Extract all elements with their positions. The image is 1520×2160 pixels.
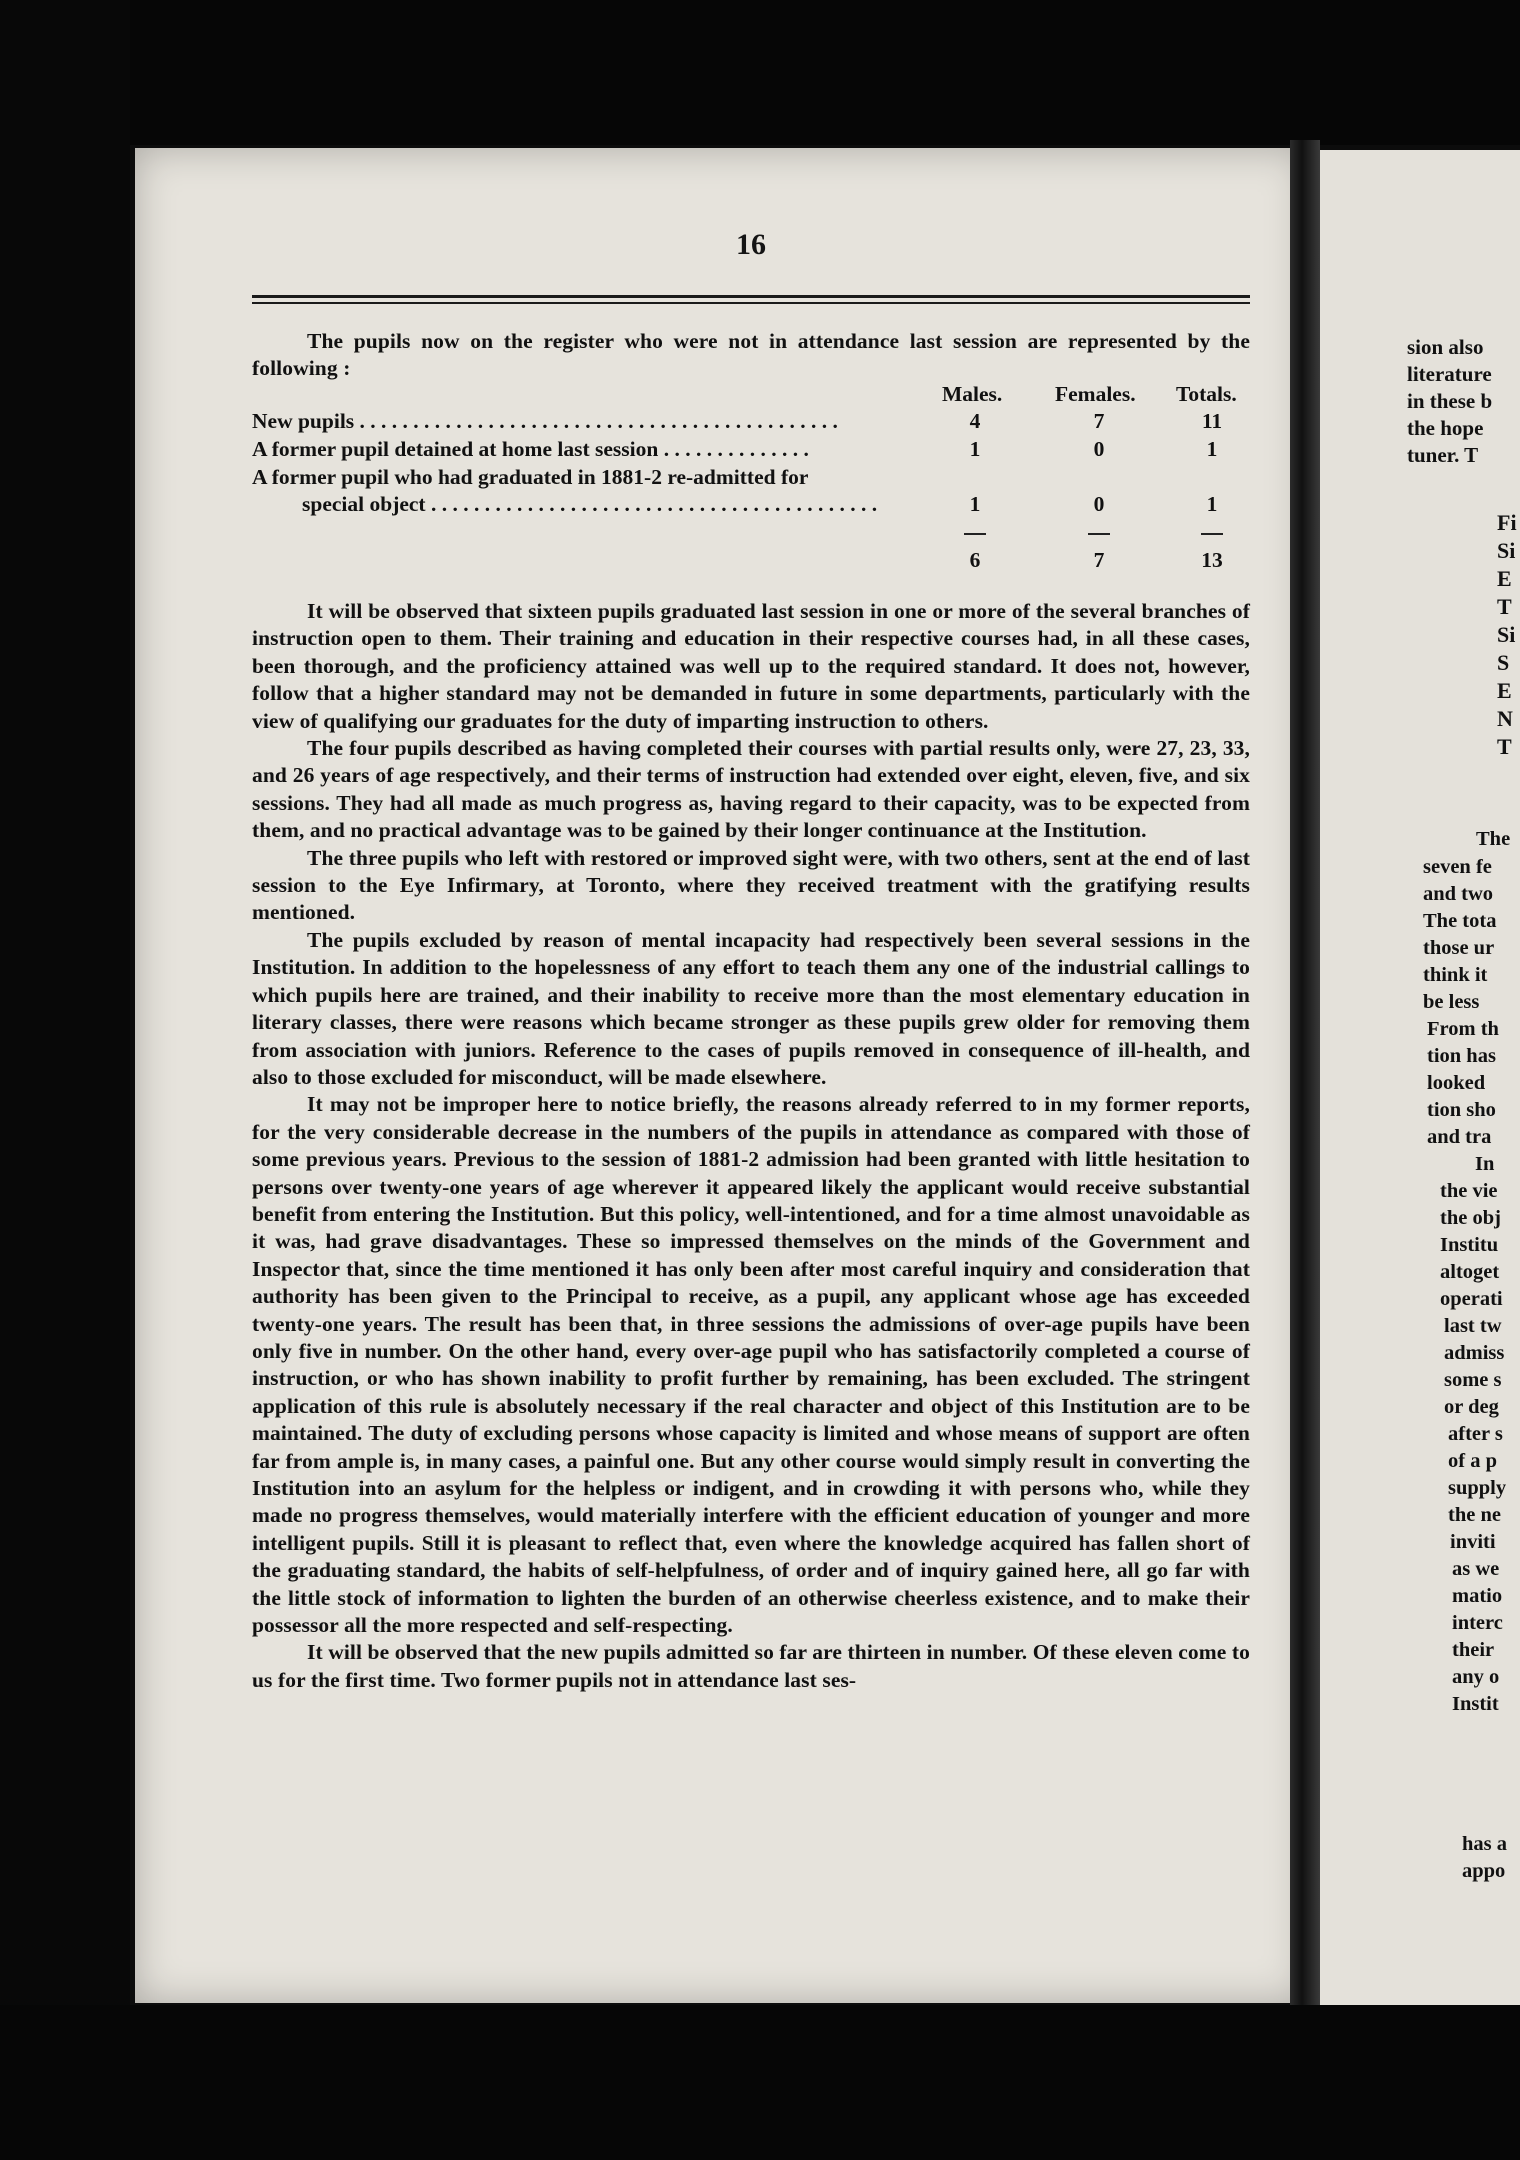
facing-line: supply: [1448, 1477, 1507, 1499]
facing-line: matio: [1452, 1585, 1503, 1607]
facing-line: looked: [1427, 1072, 1486, 1094]
facing-letter: E: [1497, 566, 1512, 591]
facing-line: or deg: [1444, 1396, 1499, 1418]
paragraph: It will be observed that sixteen pupils graduated last session in one or more of the several branches of instruction open to them. Their training and education in their respective courses had, in all these cases, been thorough, and the proficiency attained was well up to the required standard. It does not, however, follow that a higher standard may not be demanded in future in some departments, particularly with the view of qualifying our graduates for the duty of imparting instruction to others.: [252, 599, 1250, 733]
facing-line: altoget: [1440, 1261, 1500, 1283]
sum-rule: [964, 533, 986, 535]
scan-border-top: [0, 0, 1520, 145]
paragraph: The pupils excluded by reason of mental incapacity had respectively been several sessions in the Institution. In addition to the hopelessness of any effort to teach them any one of the industrial callings to which pupils here are trained, and their inability to receive more than the most elementary education in literary classes, there were reasons which became stronger as these pupils grew older for removing them from association with juniors. Reference to the cases of pupils removed in consequence of ill-health, and also to those excluded for misconduct, will be made elsewhere.: [252, 927, 1250, 1089]
row-label: New pupils . . . . . . . . . . . . . . . . . . . . . . . . . . . . . . . . . . . . . . . . . . . . .: [252, 409, 838, 433]
facing-line: after s: [1448, 1423, 1503, 1445]
scan-border-left: [0, 0, 130, 2160]
sum-rule: [1088, 533, 1110, 535]
row-label: A former pupil who had graduated in 1881-2 re-admitted for: [252, 465, 809, 489]
facing-line: think it: [1423, 964, 1488, 986]
row-males: 4: [969, 409, 981, 433]
row-males: 1: [969, 437, 981, 461]
facing-line: the hope: [1407, 416, 1484, 440]
intro-paragraph: [252, 328, 1250, 383]
row-totals: 11: [1201, 409, 1223, 433]
facing-line: operati: [1440, 1288, 1503, 1310]
facing-line: Institu: [1440, 1234, 1499, 1256]
row-females: 0: [1093, 437, 1105, 461]
facing-line: tion has: [1427, 1045, 1496, 1067]
facing-line: some s: [1444, 1369, 1502, 1391]
facing-line: tuner. T: [1407, 443, 1479, 467]
facing-letter: T: [1497, 734, 1512, 759]
row-males: 1: [969, 492, 981, 516]
body-text: [252, 598, 1250, 1694]
facing-line: inviti: [1450, 1531, 1496, 1553]
facing-line: be less: [1423, 991, 1480, 1013]
facing-line: has a: [1462, 1833, 1508, 1855]
page-gutter: [1290, 140, 1320, 2010]
scan-border-bottom: [0, 2005, 1520, 2160]
facing-line: of a p: [1448, 1450, 1497, 1472]
page-number: 16: [736, 228, 766, 261]
facing-line: literature: [1407, 362, 1492, 386]
paragraph: The three pupils who left with restored or improved sight were, with two others, sent at the end of last session to the Eye Infirmary, at Toronto, where they received treatment with the gratifying results mentioned.: [252, 845, 1250, 925]
facing-letter: E: [1497, 678, 1512, 703]
row-label: A former pupil detained at home last session . . . . . . . . . . . . . .: [252, 437, 809, 461]
header-totals: Totals.: [1176, 382, 1237, 406]
facing-line: In: [1475, 1153, 1495, 1175]
facing-letter: N: [1497, 706, 1513, 731]
facing-line: and tra: [1427, 1126, 1492, 1148]
facing-line: From th: [1427, 1018, 1499, 1040]
header-females: Females.: [1055, 382, 1136, 406]
facing-line: Instit: [1452, 1693, 1499, 1715]
facing-line: the obj: [1440, 1207, 1501, 1229]
facing-line: as we: [1452, 1558, 1500, 1580]
paragraph: The four pupils described as having completed their courses with partial results only, were 27, 23, 33, and 26 years of age respectively, and their terms of instruction had extended over eight, eleven, five, and six sessions. They had all made as much progress as, having regard to their capacity, was to be expected from them, and no practical advantage was to be gained by their longer continuance at the Institution.: [252, 736, 1250, 843]
facing-line: in these b: [1407, 389, 1493, 413]
header-males: Males.: [942, 382, 1003, 406]
facing-line: sion also: [1407, 335, 1484, 359]
row-totals: 1: [1206, 437, 1218, 461]
row-females: 0: [1093, 492, 1105, 516]
facing-line: their: [1452, 1639, 1495, 1661]
facing-line: any o: [1452, 1666, 1500, 1688]
row-totals: 1: [1206, 492, 1218, 516]
total-males: 6: [969, 548, 981, 572]
row-label-cont: special object . . . . . . . . . . . . . . . . . . . . . . . . . . . . . . . . . . . . . . . . . .: [302, 492, 878, 516]
facing-line: the ne: [1448, 1504, 1501, 1526]
facing-letter: Fi: [1497, 510, 1517, 535]
header-rule-top: [252, 295, 1250, 298]
paragraph: It may not be improper here to notice briefly, the reasons already referred to in my former reports, for the very considerable decrease in the numbers of the pupils in attendance as compared with those of some previous years. Previous to the session of 1881-2 admission had been granted with little hesitation to persons over twenty-one years of age wherever it appeared likely the applicant would receive substantial benefit from entering the Institution. But this policy, well-intentioned, and for a time almost unavoidable as it was, had grave disadvantages. These so impressed themselves on the minds of the Government and Inspector that, since the time mentioned it has only been after most careful inquiry and consideration that authority has been given to the Principal to receive, as a pupil, any applicant whose age has exceeded twenty-one years. The result has been that, in three sessions the admissions of over-age pupils have been only five in number. On the other hand, every over-age pupil who has satisfactorily completed a course of instruction, or who has shown inability to profit further by remaining, has been excluded. The stringent application of this rule is absolutely necessary if the real character and object of this Institution are to be maintained. The duty of excluding persons whose capacity is limited and whose means of support are often far from ample is, in many cases, a painful one. But any other course would simply result in converting the Institution into an asylum for the helpless or indigent, and in crowding it with persons who, while they made no progress themselves, would materially interfere with the efficient education of younger and more intelligent pupils. Still it is pleasant to reflect that, even where the knowledge acquired has fallen short of the graduating standard, the habits of self-helpfulness, of order and of inquiry gained here, all go far with the little stock of information to lighten the burden of an otherwise cheerless existence, and to make their possessor all the more respected and self-respecting.: [252, 1092, 1250, 1638]
paragraph: It will be observed that the new pupils admitted so far are thirteen in number. Of these eleven come to us for the first time. Two former pupils not in attendance last ses-: [252, 1640, 1250, 1692]
facing-letter: T: [1497, 594, 1512, 619]
sum-rule: [1201, 533, 1223, 535]
facing-line: those ur: [1423, 937, 1495, 959]
row-females: 7: [1093, 409, 1105, 433]
facing-letter: Si: [1497, 622, 1516, 647]
facing-line: The tota: [1423, 910, 1497, 932]
facing-line: appo: [1462, 1860, 1506, 1882]
total-females: 7: [1093, 548, 1105, 572]
facing-line: and two: [1423, 883, 1494, 905]
facing-line: interc: [1452, 1612, 1503, 1634]
total-totals: 13: [1201, 548, 1223, 572]
header-rule-bottom: [252, 302, 1250, 304]
facing-line: seven fe: [1423, 856, 1492, 878]
facing-letter: S: [1497, 650, 1510, 675]
facing-line: the vie: [1440, 1180, 1498, 1202]
facing-line: The: [1476, 828, 1511, 850]
facing-line: last tw: [1444, 1315, 1502, 1337]
facing-line: tion sho: [1427, 1099, 1496, 1121]
intro-text: The pupils now on the register who were not in attendance last session are represented by the following :: [252, 329, 1250, 381]
facing-line: admiss: [1444, 1342, 1505, 1364]
facing-letter: Si: [1497, 538, 1516, 563]
